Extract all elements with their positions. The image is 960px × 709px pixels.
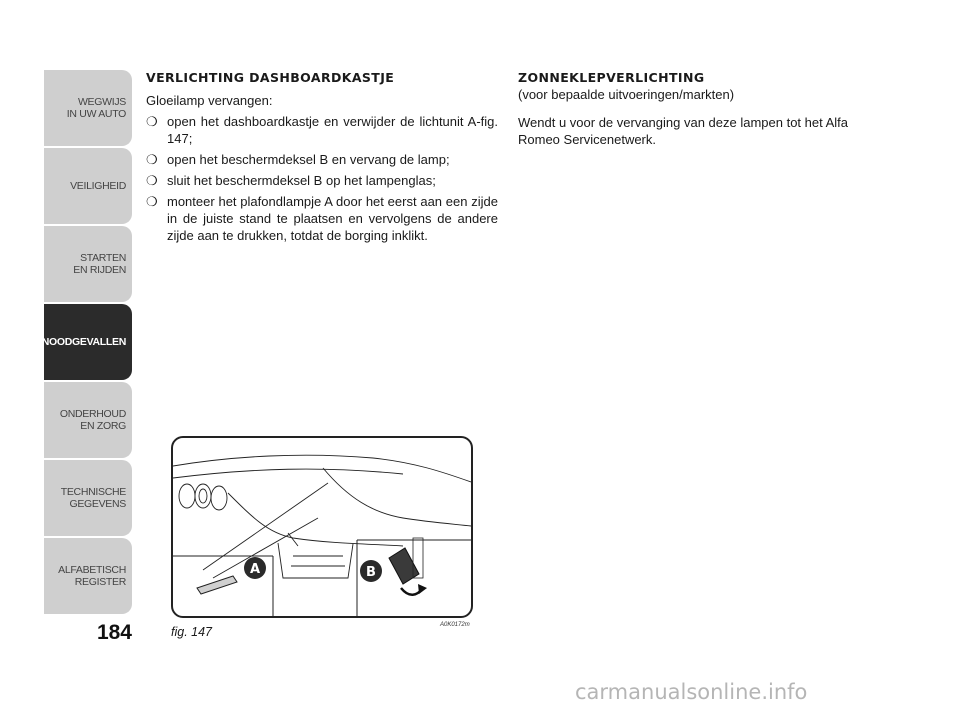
figure-code: A0K0172m xyxy=(440,622,470,628)
glovebox-lamp-drawing xyxy=(173,438,471,616)
tab-technische-gegevens[interactable]: TECHNISCHE GEGEVENS xyxy=(44,460,132,536)
section-heading-zonneklep: ZONNEKLEPVERLICHTING xyxy=(518,70,705,85)
bullet-circle-icon: ❍ xyxy=(146,173,158,188)
instruction-list xyxy=(146,113,498,244)
list-item: ❍ sluit het beschermdeksel B op het lampenglas; xyxy=(146,173,436,188)
figure-caption: fig. 147 xyxy=(171,625,213,639)
bullet-circle-icon: ❍ xyxy=(146,152,158,167)
tab-noodgevallen[interactable]: NOODGEVALLEN xyxy=(44,304,132,380)
list-item: ❍ open het beschermdeksel B en vervang de lamp; xyxy=(146,152,450,167)
section-heading-dashboardkastje: VERLICHTING DASHBOARDKASTJE xyxy=(146,70,395,85)
list-item: ❍ open het dashboardkastje en verwijder de lichtunit A-fig. 147; xyxy=(146,114,498,146)
page-number: 184 xyxy=(96,621,132,644)
watermark: carmanualsonline.info xyxy=(575,680,808,704)
section-subheading: (voor bepaalde uitvoeringen/markten) xyxy=(518,87,735,102)
bullet-circle-icon: ❍ xyxy=(146,114,158,129)
list-item: ❍ monteer het plafondlampje A door het eerst aan een zijde in de juiste stand te plaatsen en vervolgens de andere zijde aan te drukken, totdat de borging inklikt. xyxy=(146,194,498,243)
tab-wegwijs[interactable]: WEGWIJS IN UW AUTO xyxy=(44,70,132,146)
figure-147-illustration xyxy=(171,436,473,618)
tab-starten[interactable]: STARTEN EN RIJDEN xyxy=(44,226,132,302)
left-column xyxy=(146,69,498,248)
tab-alfabetisch-register[interactable]: ALFABETISCH REGISTER xyxy=(44,538,132,614)
tab-onderhoud[interactable]: ONDERHOUD EN ZORG xyxy=(44,382,132,458)
body-text: Wendt u voor de vervanging van deze lampen tot het Alfa Romeo Servicenetwerk. xyxy=(518,115,849,147)
right-column xyxy=(518,69,878,152)
bullet-circle-icon: ❍ xyxy=(146,194,158,209)
label-b: B xyxy=(366,565,376,580)
label-a: A xyxy=(249,562,261,577)
tab-veiligheid[interactable]: VEILIGHEID xyxy=(44,148,132,224)
intro-text: Gloeilamp vervangen: xyxy=(146,93,273,108)
